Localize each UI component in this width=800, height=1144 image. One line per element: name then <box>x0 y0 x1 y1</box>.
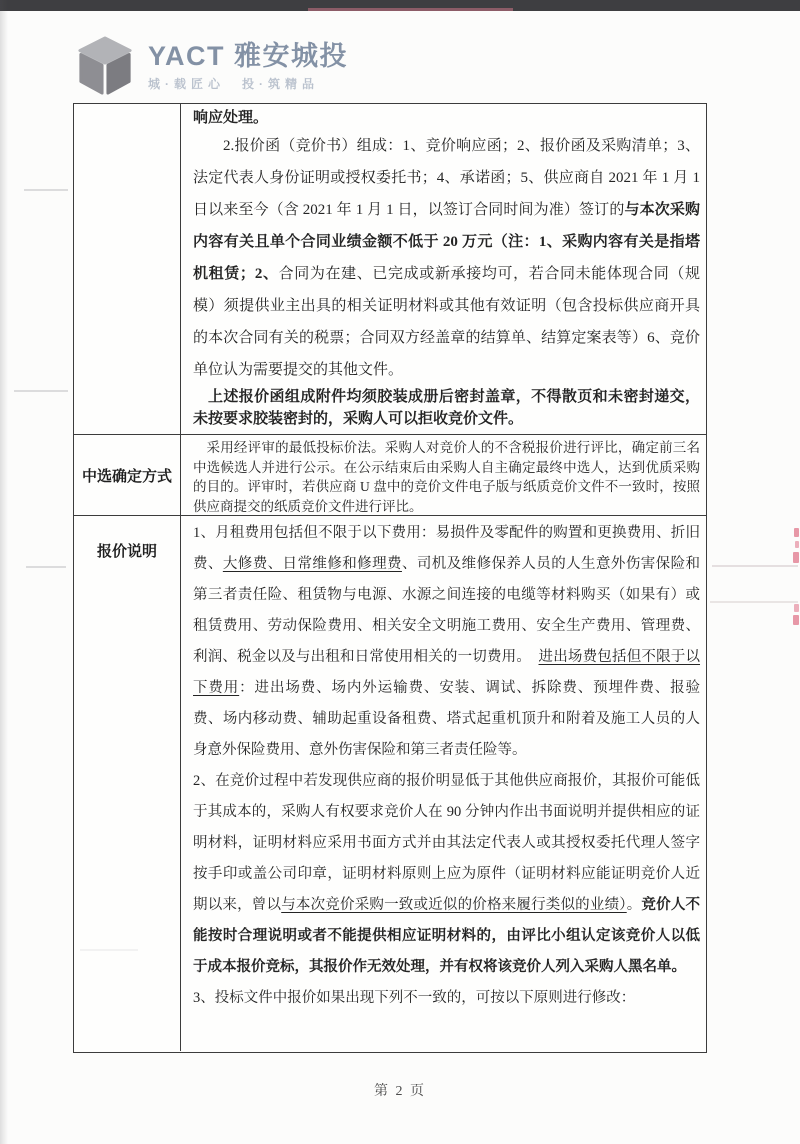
row-content <box>181 516 706 1051</box>
scan-streak <box>710 601 798 603</box>
company-logo <box>76 36 348 96</box>
red-stamp-mark <box>794 528 799 537</box>
scan-streak <box>26 566 66 568</box>
row-label: 报价说明 <box>74 516 181 1051</box>
cube-logo-icon <box>76 36 134 96</box>
document-table <box>73 103 707 1053</box>
table-row-bid-letter-composition <box>74 104 706 435</box>
paragraph: 采用经评审的最低投标价法。采购人对竞价人的不含税报价进行评比，确定前三名中选候选人并进行公示。在公示结束后由采购人自主确定最终中选人，达到优质采购的目的。评审时，若供应商 U 盘中的竞价文件电子版与纸质竞价文件不一致时，按照供应商提交的纸质竞价文件进行评比。 <box>193 440 700 514</box>
scan-streak <box>14 390 68 392</box>
scan-streak <box>712 565 798 567</box>
table-row-selection-method <box>74 435 706 516</box>
paragraph: 3、投标文件中报价如果出现下列不一致的，可按以下原则进行修改： <box>193 990 636 1006</box>
table-row-quotation-notes <box>74 516 706 1051</box>
logo-text <box>148 36 348 92</box>
red-stamp-mark <box>793 615 799 625</box>
paragraph: 响应处理。 <box>193 110 269 126</box>
red-stamp-mark <box>794 604 799 612</box>
red-stamp-mark <box>795 541 799 548</box>
row-content <box>181 435 706 515</box>
paragraph: 1、月租费用包括但不限于以下费用：易损件及零配件的购置和更换费用、折旧费、大修费、日常维修和修理费、司机及维修保养人员的人生意外伤害保险和第三者责任险、租赁物与电源、水源之间连接的电缆等材料购买（如果有）或租赁费用、劳动保险费用、相关安全文明施工费用、安全生产费用、管理费、利润、税金以及与出租和日常使用相关的一切费用。 进出场费包括但不限于以下费用：进出场费、场内外运输费、安装、调试、拆除费、预埋件费、报验费、场内移动费、辅助起重设备租费、塔式起重机顶升和附着及施工人员的人身意外保险费用、意外伤害保险和第三者责任险等。 <box>193 525 701 758</box>
row-label: 中选确定方式 <box>74 435 181 515</box>
logo-slogan: 城·载匠心 投·筑精品 <box>148 77 319 91</box>
scan-edge-left <box>0 0 8 1144</box>
row-content <box>181 104 706 434</box>
row-label <box>74 104 181 434</box>
red-stamp-mark <box>793 552 799 563</box>
scan-pink-streak <box>308 8 513 11</box>
paragraph: 上述报价函组成附件均须胶装成册后密封盖章，不得散页和未密封递交，未按要求胶装密封的，采购人可以拒收竞价文件。 <box>193 389 700 427</box>
paragraph: 2、在竞价过程中若发现供应商的报价明显低于其他供应商报价，其报价可能低于其成本的，采购人有权要求竞价人在 90 分钟内作出书面说明并提供相应的证明材料，证明材料应采用书面方式并由其法定代表人或其授权委托代理人签字按手印或盖公司印章，证明材料原则上应为原件（证明材料应能证明竞价人近期以来，曾以与本次竞价采购一致或近似的价格来履行类似的业绩）。竞价人不能按时合理说明或者不能提供相应证明材料的，由评比小组认定该竞价人以低于成本报价竞标，其报价作无效处理，并有权将该竞价人列入采购人黑名单。 <box>193 773 701 975</box>
scan-streak <box>24 189 68 191</box>
page-number: 第 2 页 <box>374 1084 426 1099</box>
logo-name: YACT 雅安城投 <box>148 41 349 71</box>
paragraph: 2.报价函（竞价书）组成：1、竞价响应函；2、报价函及采购清单；3、法定代表人身份证明或授权委托书；4、承诺函；5、供应商自 2021 年 1 月 1 日以来至今（含 2021 年 1 月 1 日，以签订合同时间为准）签订的与本次采购内容有关且单个合同业绩金额不低于 20 万元（注：1、采购内容有关是指塔机租赁；2、合同为在建、已完成或新承接均可，若合同未能体现合同（规模）须提供业主出具的相关证明材料或其他有效证明（包含投标供应商开具的本次合同有关的税票；合同双方经盖章的结算单、结算定案表等）6、竞价单位认为需要提交的其他文件。 <box>193 138 700 378</box>
